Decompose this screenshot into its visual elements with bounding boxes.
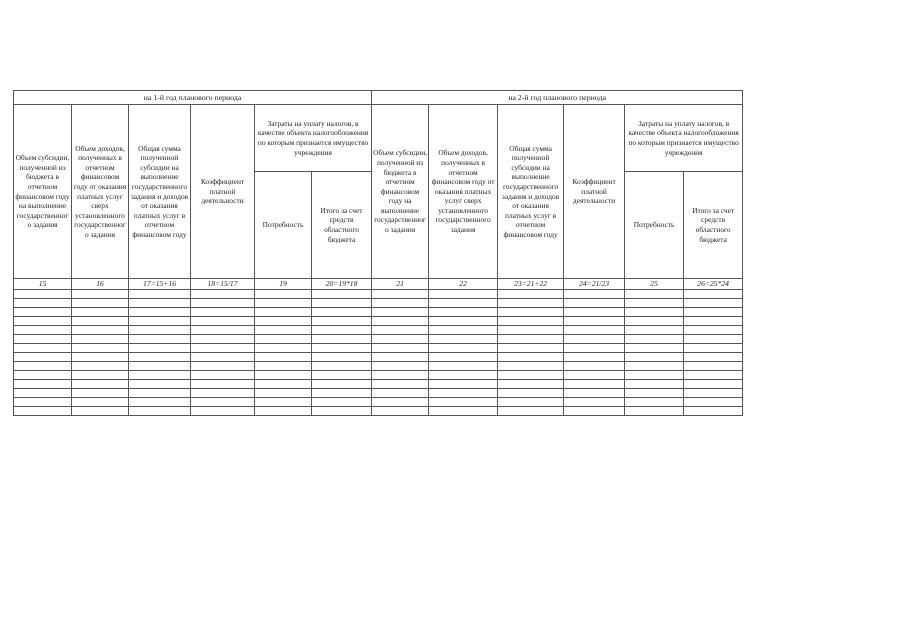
table-cell [429,398,498,407]
tax-group-header-1: Затраты на уплату налогов, в качестве объекта налогообложения по которым признается имущество учреждения [255,105,372,172]
table-cell [372,371,429,380]
table-cell [255,389,312,398]
table-cell [191,308,255,317]
column-number: 19 [255,279,312,290]
table-cell [564,380,625,389]
table-cell [255,362,312,371]
table-cell [312,326,372,335]
table-cell [498,380,564,389]
col-21-header: Объем субсидии, полученной из бюджета в отчетном финансовом году на выполнение государственного задания [372,105,429,279]
table-cell [372,290,429,299]
table-cell [129,407,191,416]
table-cell [372,398,429,407]
table-cell [684,380,743,389]
column-number: 15 [14,279,72,290]
table-cell [191,380,255,389]
budget-calculation-table [13,90,743,416]
table-cell [564,290,625,299]
table-cell [625,362,684,371]
table-cell [14,353,72,362]
tax-group-header-2: Затраты на уплату налогов, в качестве объекта налогообложения по которым признается имущество учреждения [625,105,743,172]
column-number: 20=19*18 [312,279,372,290]
table-cell [498,299,564,308]
table-cell [191,335,255,344]
table-cell [129,290,191,299]
table-row [14,290,743,299]
table-cell [684,299,743,308]
column-number: 25 [625,279,684,290]
table-cell [684,335,743,344]
column-number: 24=21/23 [564,279,625,290]
table-cell [72,380,129,389]
table-cell [372,407,429,416]
table-cell [684,290,743,299]
col-18-header: Коэффициент платной деятельности [191,105,255,279]
table-cell [498,407,564,416]
table-cell [129,389,191,398]
table-cell [372,326,429,335]
column-header-row [14,105,743,172]
table-cell [14,407,72,416]
table-cell [72,290,129,299]
table-cell [14,344,72,353]
table-cell [312,398,372,407]
table-cell [129,326,191,335]
table-cell [72,398,129,407]
table-cell [14,290,72,299]
table-cell [372,353,429,362]
table-cell [312,353,372,362]
table-cell [498,308,564,317]
column-number: 21 [372,279,429,290]
table-cell [372,317,429,326]
table-cell [372,299,429,308]
table-cell [625,335,684,344]
table-cell [14,335,72,344]
table-cell [684,389,743,398]
table-cell [684,344,743,353]
table-cell [429,308,498,317]
table-cell [312,335,372,344]
table-cell [255,299,312,308]
table-cell [129,371,191,380]
table-cell [191,407,255,416]
table-cell [14,398,72,407]
table-cell [564,371,625,380]
table-cell [129,335,191,344]
table-cell [255,290,312,299]
col-22-header: Объем доходов, полученных в отчетном финансовом году от оказания платных услуг сверх установленного государственного задания [429,105,498,279]
table-cell [191,353,255,362]
table-cell [72,344,129,353]
table-cell [312,317,372,326]
table-cell [312,362,372,371]
table-cell [191,290,255,299]
table-cell [684,326,743,335]
table-cell [625,326,684,335]
table-cell [14,317,72,326]
column-number: 16 [72,279,129,290]
table-cell [498,362,564,371]
table-cell [684,398,743,407]
col-19-header: Потребность [255,172,312,279]
table-cell [72,353,129,362]
table-cell [625,344,684,353]
table-cell [72,371,129,380]
table-row [14,308,743,317]
table-cell [564,344,625,353]
table-cell [625,407,684,416]
table-cell [312,290,372,299]
table-cell [312,380,372,389]
column-number: 23=21+22 [498,279,564,290]
table-cell [498,317,564,326]
table-cell [129,299,191,308]
table-cell [129,344,191,353]
table-cell [372,308,429,317]
table-cell [72,389,129,398]
table-cell [129,362,191,371]
table-cell [255,398,312,407]
table-cell [372,380,429,389]
table-cell [72,407,129,416]
col-24-header: Коэффициент платной деятельности [564,105,625,279]
table-row [14,344,743,353]
table-cell [564,299,625,308]
table-cell [564,398,625,407]
table-cell [14,326,72,335]
table-cell [255,407,312,416]
table-cell [312,299,372,308]
table-cell [684,308,743,317]
table-cell [625,290,684,299]
table-cell [564,308,625,317]
table-row [14,371,743,380]
table-cell [684,371,743,380]
table-cell [372,344,429,353]
table-row [14,389,743,398]
table-cell [625,308,684,317]
column-number: 22 [429,279,498,290]
table-cell [429,362,498,371]
table-cell [684,317,743,326]
table-cell [625,353,684,362]
table-cell [191,344,255,353]
table-cell [129,353,191,362]
table-cell [255,308,312,317]
table-cell [429,353,498,362]
table-cell [312,344,372,353]
table-cell [684,353,743,362]
table-cell [255,317,312,326]
table-cell [191,389,255,398]
table-cell [429,299,498,308]
table-cell [625,371,684,380]
table-cell [625,389,684,398]
table-cell [14,371,72,380]
table-cell [312,407,372,416]
table-cell [498,326,564,335]
table-row [14,317,743,326]
table-cell [129,308,191,317]
table-cell [191,398,255,407]
table-cell [625,398,684,407]
table-cell [429,335,498,344]
table-cell [372,362,429,371]
table-cell [14,299,72,308]
table-cell [72,362,129,371]
table-cell [255,335,312,344]
table-cell [498,398,564,407]
table-cell [72,308,129,317]
table-cell [14,308,72,317]
table-cell [14,362,72,371]
table-cell [72,299,129,308]
table-row [14,380,743,389]
col-17-header: Общая сумма полученной субсидии на выполнение государственного задания и доходов от оказания платных услуг в отчетном финансовом году [129,105,191,279]
col-15-header: Объем субсидии, полученной из бюджета в отчетном финансовом году на выполнение государственного задания [14,105,72,279]
table-cell [498,353,564,362]
table-cell [625,299,684,308]
table-cell [14,380,72,389]
table-cell [498,389,564,398]
table-cell [129,317,191,326]
table-cell [429,344,498,353]
table-cell [625,317,684,326]
table-cell [429,380,498,389]
table-cell [429,290,498,299]
empty-data-rows [14,290,743,416]
table-cell [72,317,129,326]
table-row [14,353,743,362]
table-cell [129,380,191,389]
period-2-header: на 2-й год планового периода [372,91,743,105]
table-cell [312,308,372,317]
table-cell [564,389,625,398]
table-cell [625,380,684,389]
table-cell [564,353,625,362]
table-row [14,407,743,416]
table-cell [564,362,625,371]
column-number: 18=15/17 [191,279,255,290]
table-cell [255,380,312,389]
table-cell [191,326,255,335]
table-cell [429,317,498,326]
col-16-header: Объем доходов, полученных в отчетном финансовом году от оказания платных услуг сверх установленного государственного задания [72,105,129,279]
table-cell [564,317,625,326]
table-cell [429,407,498,416]
table-cell [72,326,129,335]
table-cell [429,389,498,398]
table-row [14,326,743,335]
table-cell [429,371,498,380]
table-cell [191,317,255,326]
col-20-header: Итого за счет средств областного бюджета [312,172,372,279]
period-1-header: на 1-й год планового периода [14,91,372,105]
table-cell [564,335,625,344]
column-numbers-row [14,279,743,290]
col-25-header: Потребность [625,172,684,279]
period-header-row [14,91,743,105]
table-cell [255,326,312,335]
table-cell [191,299,255,308]
column-number: 26=25*24 [684,279,743,290]
table-cell [564,326,625,335]
table-cell [72,335,129,344]
col-23-header: Общая сумма полученной субсидии на выполнение государственного задания и доходов от оказания платных услуг в отчетном финансовом году [498,105,564,279]
table-row [14,362,743,371]
table-row [14,335,743,344]
table-cell [684,407,743,416]
table-cell [564,407,625,416]
table-cell [255,344,312,353]
table-cell [498,335,564,344]
col-26-header: Итого за счет средств областного бюджета [684,172,743,279]
table-cell [14,389,72,398]
table-row [14,398,743,407]
table-cell [498,290,564,299]
table-cell [372,389,429,398]
table-cell [498,344,564,353]
table-cell [498,371,564,380]
table-cell [255,371,312,380]
table-cell [312,389,372,398]
table-cell [191,362,255,371]
table-cell [312,371,372,380]
table-cell [191,371,255,380]
table-cell [255,353,312,362]
table-cell [684,362,743,371]
table-cell [429,326,498,335]
table-row [14,299,743,308]
table-cell [372,335,429,344]
table-cell [129,398,191,407]
column-number: 17=15+16 [129,279,191,290]
